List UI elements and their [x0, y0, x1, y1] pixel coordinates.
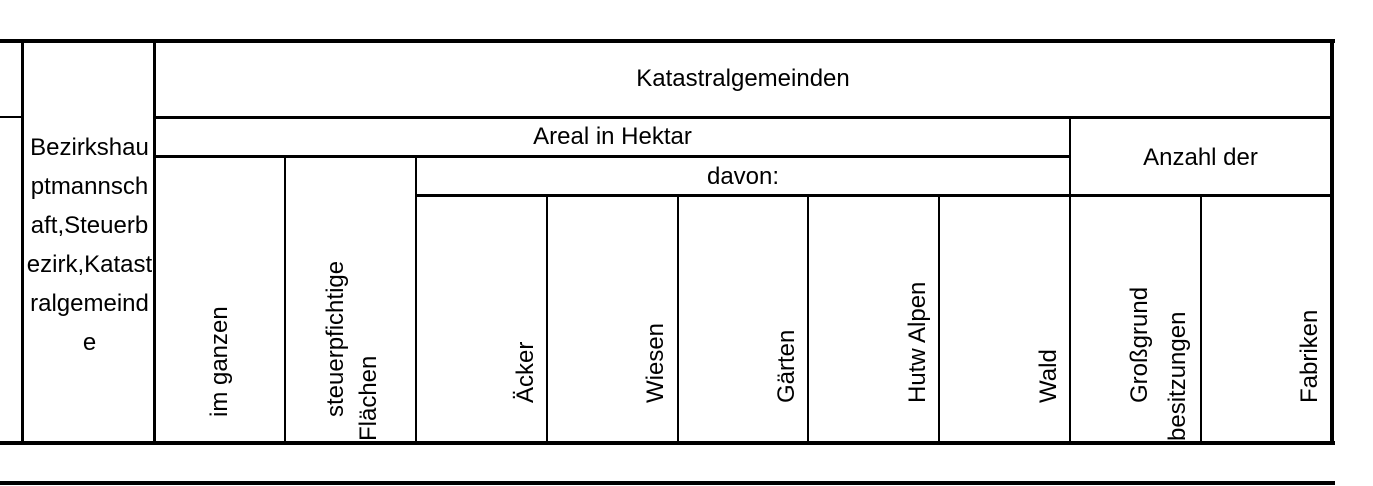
areal-header: Areal in Hektar [533, 123, 692, 150]
davon-bottom-line [415, 194, 1070, 197]
document-page: Katastralgemeinden Bezirkshauptmannschaft,Steuerbezirk,Katastralgemeinde Areal in Hektar davon: Anzahl der im ganzen steuerpfichtige Flächen Äcker Wiesen Gärten Hutw Alpen Wald Großgrund besitzungen Fabriken [0, 0, 1373, 486]
col-line-4 [677, 194, 679, 443]
col-line-2 [415, 155, 417, 443]
davon-header: davon: [706, 163, 780, 190]
col-line-1 [284, 155, 286, 443]
table-right-border [1330, 39, 1334, 445]
next-table-top-border [0, 481, 1335, 485]
katastralgemeinden-header: Katastralgemeinden [636, 65, 850, 92]
table-bottom-border [0, 441, 1335, 445]
katastral-bottom-line [153, 116, 1333, 119]
col-line-3 [546, 194, 548, 443]
table-left-cut-border [21, 39, 24, 445]
area-bottom-line [153, 155, 1070, 158]
district-column-border [153, 39, 156, 445]
col-line-5 [807, 194, 809, 443]
anzahl-header: Anzahl der [1143, 144, 1258, 171]
table-top-border [0, 39, 1335, 43]
col-line-6 [938, 194, 940, 443]
left-cut-row-line [0, 116, 22, 118]
col-line-8 [1200, 194, 1202, 443]
district-column-header: Bezirkshauptmannschaft,Steuerbezirk,Katastralgemeinde [26, 134, 153, 356]
